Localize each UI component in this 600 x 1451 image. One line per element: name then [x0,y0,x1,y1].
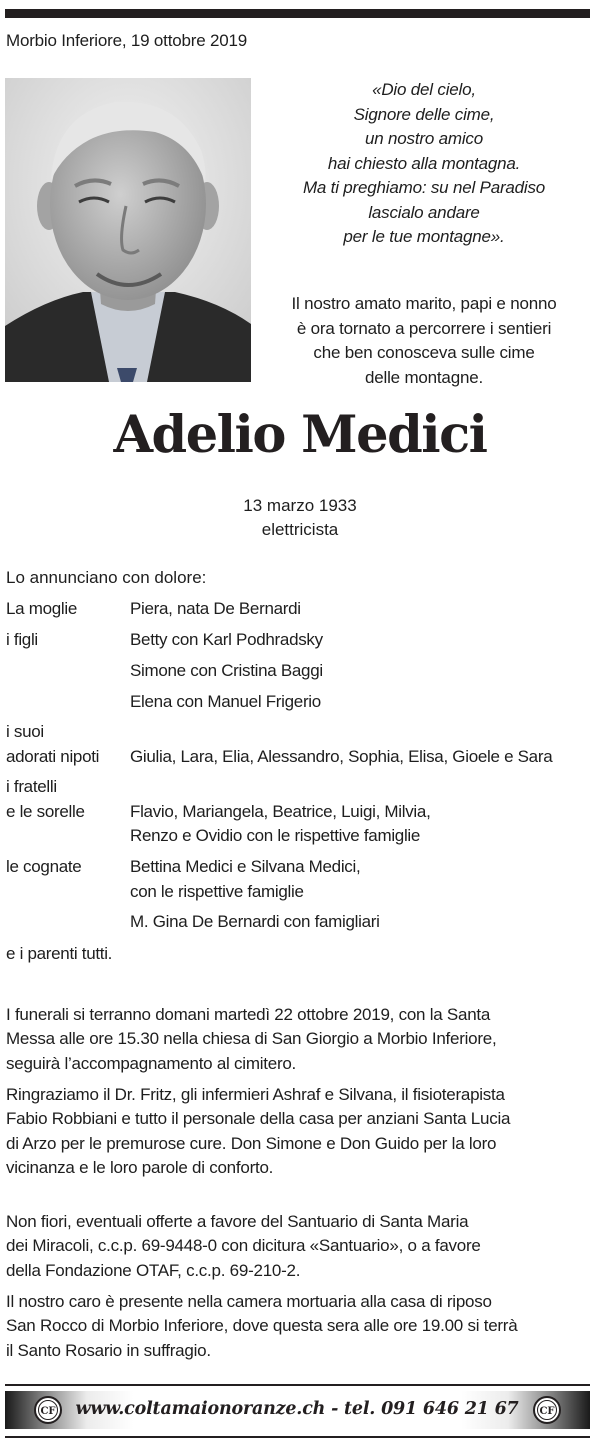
relative-names [130,855,600,935]
birth-date: 13 marzo 1933 [243,496,357,515]
text-line: della Fondazione OTAF, c.c.p. 69-210-2. [6,1260,301,1280]
quote-line: Signore delle cime, [353,104,495,124]
relative-name-line: Betty con Karl Podhradsky [130,630,323,649]
relative-names: Piera, nata De Bernardi [130,599,301,618]
relative-name-line: M. Gina De Bernardi con famigliari [130,912,380,931]
relative-label-line: e le sorelle [6,801,85,821]
relative-label [6,775,126,824]
tribute-line: Il nostro amato marito, papi e nonno [291,294,557,313]
emblem-letters: CF [40,1406,56,1417]
relative-label-line: i fratelli [6,777,57,796]
place-date: Morbio Inferiore, 19 ottobre 2019 [6,31,247,50]
text-line: I funerali si terranno domani martedì 22 ottobre 2019, con la Santa [6,1005,491,1024]
quote-line: per le tue montagne». [343,227,505,246]
quote-line: lascialo andare [368,202,480,222]
deceased-details [0,494,600,542]
footer-rule-top [5,1384,590,1386]
tribute-line: che ben conosceva sulle cime [313,343,535,362]
funeral-home-emblem-icon [532,1395,562,1425]
footer-contact: www.coltamaionoranze.ch - tel. 091 646 21 67 [75,1399,519,1419]
relative-name-line: Elena con Manuel Frigerio [130,692,321,711]
relative-label: i figli [6,630,38,649]
text-line: vicinanza e le loro parole di conforto. [6,1157,274,1177]
portrait-photo [5,78,251,382]
footer-band [5,1391,590,1429]
profession: elettricista [261,520,339,539]
relative-names [130,628,600,721]
footer-rule-bottom [5,1436,590,1438]
funeral-home-emblem-icon [33,1395,63,1425]
text-line: Fabio Robbiani e tutto il personale della casa per anziani Santa Lucia [6,1109,511,1129]
text-line: San Rocco di Morbio Inferiore, dove questa sera alle ore 19.00 si terrà [6,1316,518,1336]
text-line: Il nostro caro è presente nella camera mortuaria alla casa di riposo [6,1292,492,1311]
deceased-name: Adelio Medici [113,405,487,465]
text-line: seguirà l’accompagnamento al cimitero. [6,1053,297,1073]
viewing-paragraph [6,1290,590,1363]
tribute-text [262,292,586,390]
top-rule [5,9,590,18]
text-line: dei Miracoli, c.c.p. 69-9448-0 con dicitura «Santuario», o a favore [6,1236,481,1256]
relative-name-line: Simone con Cristina Baggi [130,661,323,680]
quote-line: «Dio del cielo, [372,80,476,99]
relative-label [6,720,126,769]
text-line: di Arzo per le premurose cure. Don Simone e Don Guido per la loro [6,1133,497,1153]
quote-line: hai chiesto alla montagna. [327,153,521,173]
relative-label: La moglie [6,599,78,618]
text-line: Messa alle ore 15.30 nella chiesa di San Giorgio a Morbio Inferiore, [6,1029,497,1049]
tribute-line: è ora tornato a percorrere i sentieri [296,318,552,338]
relative-name-line: Bettina Medici e Silvana Medici, [130,857,361,876]
relative-label: le cognate [6,857,82,876]
donations-paragraph [6,1210,590,1283]
relative-names: Giulia, Lara, Elia, Alessandro, Sophia, Elisa, Gioele e Sara [130,746,553,766]
relative-label-line: adorati nipoti [6,746,100,766]
thanks-paragraph [6,1083,590,1180]
tribute-line: delle montagne. [365,367,483,387]
relative-name-line: Flavio, Mariangela, Beatrice, Luigi, Milvia, [130,801,431,821]
relatives-closing: e i parenti tutti. [6,944,113,963]
relative-name-line: Renzo e Ovidio con le rispettive famiglie [130,826,421,845]
relative-name-line: con le rispettive famiglie [130,881,304,901]
portrait-illustration [5,78,251,382]
relative-label-line: i suoi [6,722,44,741]
quote-line: Ma ti preghiamo: su nel Paradiso [302,178,546,197]
emblem-letters: CF [539,1406,555,1417]
funeral-paragraph [6,1003,590,1076]
announcement-intro: Lo annunciano con dolore: [6,568,207,587]
text-line: Non fiori, eventuali offerte a favore del Santuario di Santa Maria [6,1212,469,1231]
relative-names [130,800,600,849]
text-line: Ringraziamo il Dr. Fritz, gli infermieri Ashraf e Silvana, il fisioterapista [6,1085,505,1104]
quote-line: un nostro amico [365,129,483,148]
quote [262,78,586,250]
text-line: il Santo Rosario in suffragio. [6,1340,211,1360]
